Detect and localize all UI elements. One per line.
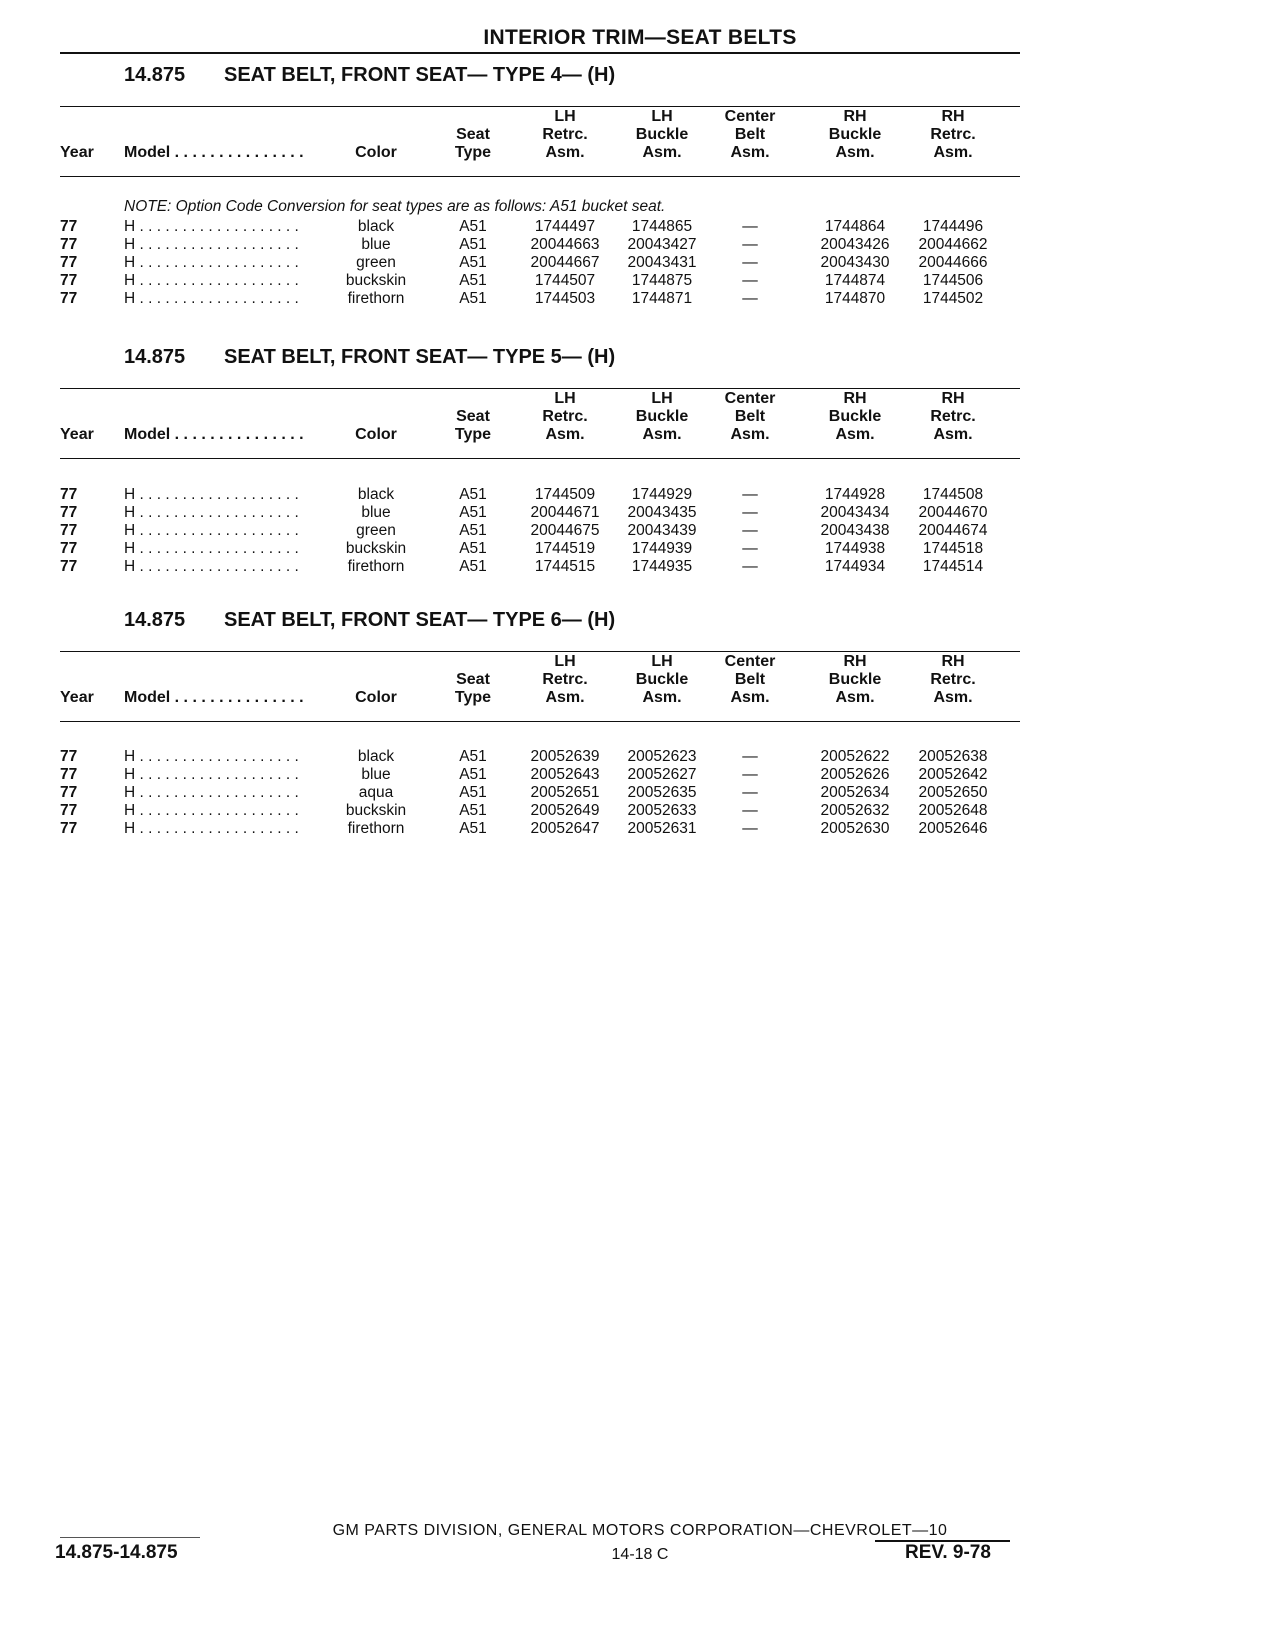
cell-rh-retrc: 1744514	[922, 558, 984, 575]
header-bottom-rule	[60, 458, 1020, 459]
cell-rh-buckle: 20043434	[820, 504, 890, 521]
cell-model: H . . . . . . . . . . . . . . . . . . .	[124, 218, 299, 235]
col-year: Year	[60, 144, 94, 161]
header-line: Asm.	[642, 426, 682, 443]
cell-year: 77	[60, 558, 78, 575]
cell-color: black	[357, 218, 395, 235]
header-line: LH	[554, 653, 576, 670]
cell-rh-buckle: 1744938	[824, 540, 886, 557]
cell-model: H . . . . . . . . . . . . . . . . . . .	[124, 802, 299, 819]
header-line: Seat	[456, 408, 490, 425]
cell-rh-buckle: 1744874	[824, 272, 886, 289]
header-line: Buckle	[635, 408, 689, 425]
col-rh-retrc	[903, 390, 1003, 444]
cell-year: 77	[60, 486, 78, 503]
cell-year: 77	[60, 802, 78, 819]
cell-model: H . . . . . . . . . . . . . . . . . . .	[124, 540, 299, 557]
table-row	[60, 784, 1020, 802]
table-row	[60, 272, 1020, 290]
header-line: Asm.	[730, 689, 770, 706]
cell-center: —	[742, 748, 758, 765]
cell-color: blue	[361, 504, 391, 521]
header-line: Buckle	[828, 408, 882, 425]
cell-color: firethorn	[347, 820, 405, 837]
cell-seat-type: A51	[459, 748, 487, 765]
cell-center: —	[742, 272, 758, 289]
header-line: Center	[724, 108, 776, 125]
cell-color: buckskin	[345, 802, 407, 819]
cell-center: —	[742, 236, 758, 253]
footer-division: GM PARTS DIVISION, GENERAL MOTORS CORPORATION—CHEVROLET—10	[332, 1522, 948, 1539]
cell-rh-buckle: 1744928	[824, 486, 886, 503]
cell-model: H . . . . . . . . . . . . . . . . . . .	[124, 236, 299, 253]
cell-rh-retrc: 20052638	[918, 748, 988, 765]
section-heading	[124, 609, 615, 632]
header-line: Asm.	[835, 689, 875, 706]
table-row	[60, 236, 1020, 254]
col-center-belt	[720, 653, 780, 707]
header-line: Belt	[734, 671, 766, 688]
col-rh-retrc	[903, 108, 1003, 162]
cell-rh-retrc: 20052648	[918, 802, 988, 819]
cell-model: H . . . . . . . . . . . . . . . . . . .	[124, 558, 299, 575]
cell-center: —	[742, 802, 758, 819]
header-line: Buckle	[828, 671, 882, 688]
cell-lh-buckle: 1744929	[631, 486, 693, 503]
header-line: Belt	[734, 408, 766, 425]
col-year: Year	[60, 689, 94, 706]
header-line: Retrc.	[930, 126, 976, 143]
cell-color: aqua	[358, 784, 394, 801]
section-type-6	[60, 609, 1020, 849]
cell-color: firethorn	[347, 558, 405, 575]
table-row	[60, 766, 1020, 784]
cell-lh-buckle: 1744875	[631, 272, 693, 289]
cell-model: H . . . . . . . . . . . . . . . . . . .	[124, 290, 299, 307]
header-bottom-rule	[60, 176, 1020, 177]
cell-rh-buckle: 1744934	[824, 558, 886, 575]
cell-lh-retrc: 20052639	[530, 748, 600, 765]
col-lh-buckle	[612, 653, 712, 707]
cell-lh-retrc: 1744507	[534, 272, 596, 289]
cell-lh-buckle: 1744865	[631, 218, 693, 235]
cell-model: H . . . . . . . . . . . . . . . . . . .	[124, 504, 299, 521]
cell-seat-type: A51	[459, 290, 487, 307]
cell-rh-retrc: 20044666	[918, 254, 988, 271]
cell-lh-buckle: 20052623	[627, 748, 697, 765]
cell-seat-type: A51	[459, 486, 487, 503]
cell-rh-retrc: 1744496	[922, 218, 984, 235]
header-top-rule	[60, 388, 1020, 389]
cell-model: H . . . . . . . . . . . . . . . . . . .	[124, 272, 299, 289]
cell-color: green	[356, 254, 396, 271]
header-line: RH	[941, 108, 965, 125]
cell-year: 77	[60, 254, 78, 271]
header-line: RH	[843, 390, 867, 407]
section-title: SEAT BELT, FRONT SEAT— TYPE 6— (H)	[224, 609, 616, 631]
section-title: SEAT BELT, FRONT SEAT— TYPE 5— (H)	[224, 346, 616, 368]
cell-center: —	[742, 558, 758, 575]
cell-color: blue	[361, 766, 391, 783]
title-rule	[60, 52, 1020, 54]
cell-rh-buckle: 1744870	[824, 290, 886, 307]
table-row	[60, 486, 1020, 504]
cell-model: H . . . . . . . . . . . . . . . . . . .	[124, 766, 299, 783]
col-color: Color	[355, 426, 397, 443]
header-top-rule	[60, 651, 1020, 652]
cell-color: black	[357, 748, 395, 765]
cell-year: 77	[60, 784, 78, 801]
cell-model: H . . . . . . . . . . . . . . . . . . .	[124, 522, 299, 539]
footer-revision: REV. 9-78	[905, 1542, 991, 1563]
cell-seat-type: A51	[459, 218, 487, 235]
cell-color: blue	[361, 236, 391, 253]
cell-lh-buckle: 1744939	[631, 540, 693, 557]
header-line: Asm.	[933, 426, 973, 443]
header-bottom-rule	[60, 721, 1020, 722]
cell-rh-buckle: 20052634	[820, 784, 890, 801]
cell-seat-type: A51	[459, 504, 487, 521]
col-rh-buckle	[805, 108, 905, 162]
cell-model: H . . . . . . . . . . . . . . . . . . .	[124, 820, 299, 837]
header-line: Asm.	[835, 144, 875, 161]
cell-rh-retrc: 1744508	[922, 486, 984, 503]
cell-rh-retrc: 20052646	[918, 820, 988, 837]
cell-year: 77	[60, 522, 78, 539]
header-line: RH	[941, 390, 965, 407]
cell-lh-retrc: 1744509	[534, 486, 596, 503]
header-line: LH	[554, 108, 576, 125]
header-line: Retrc.	[930, 408, 976, 425]
cell-center: —	[742, 766, 758, 783]
section-title: SEAT BELT, FRONT SEAT— TYPE 4— (H)	[224, 64, 616, 86]
cell-rh-retrc: 20052650	[918, 784, 988, 801]
header-line: Asm.	[933, 144, 973, 161]
table-row	[60, 218, 1020, 236]
col-model: Model . . . . . . . . . . . . . . .	[124, 689, 304, 706]
header-line: Asm.	[933, 689, 973, 706]
cell-color: firethorn	[347, 290, 405, 307]
header-line: Asm.	[730, 144, 770, 161]
cell-model: H . . . . . . . . . . . . . . . . . . .	[124, 748, 299, 765]
header-line: Buckle	[635, 671, 689, 688]
cell-lh-buckle: 1744935	[631, 558, 693, 575]
cell-lh-retrc: 1744503	[534, 290, 596, 307]
cell-model: H . . . . . . . . . . . . . . . . . . .	[124, 784, 299, 801]
cell-seat-type: A51	[459, 558, 487, 575]
col-lh-retrc	[515, 390, 615, 444]
cell-lh-buckle: 20052635	[627, 784, 697, 801]
col-center-belt	[720, 390, 780, 444]
section-heading	[124, 64, 615, 87]
header-line: Seat	[456, 126, 490, 143]
col-color: Color	[355, 689, 397, 706]
cell-rh-buckle: 20052632	[820, 802, 890, 819]
cell-center: —	[742, 522, 758, 539]
cell-model: H . . . . . . . . . . . . . . . . . . .	[124, 486, 299, 503]
cell-lh-retrc: 20044671	[530, 504, 600, 521]
header-line: LH	[554, 390, 576, 407]
section-number: 14.875	[124, 346, 186, 368]
cell-center: —	[742, 486, 758, 503]
table-row	[60, 748, 1020, 766]
header-line: Asm.	[545, 426, 585, 443]
cell-lh-buckle: 20052627	[627, 766, 697, 783]
header-line: Type	[454, 144, 492, 161]
table-row	[60, 254, 1020, 272]
cell-center: —	[742, 540, 758, 557]
header-line: LH	[651, 653, 673, 670]
col-lh-buckle	[612, 390, 712, 444]
cell-rh-buckle: 20043438	[820, 522, 890, 539]
cell-lh-retrc: 20052643	[530, 766, 600, 783]
cell-model: H . . . . . . . . . . . . . . . . . . .	[124, 254, 299, 271]
cell-seat-type: A51	[459, 820, 487, 837]
cell-year: 77	[60, 218, 78, 235]
cell-year: 77	[60, 820, 78, 837]
header-line: Asm.	[642, 689, 682, 706]
col-seat-type	[443, 671, 503, 707]
cell-seat-type: A51	[459, 802, 487, 819]
cell-center: —	[742, 504, 758, 521]
cell-rh-retrc: 1744506	[922, 272, 984, 289]
cell-rh-retrc: 1744518	[922, 540, 984, 557]
section-type-4	[60, 64, 1020, 324]
table-row	[60, 504, 1020, 522]
cell-year: 77	[60, 236, 78, 253]
cell-rh-retrc: 20052642	[918, 766, 988, 783]
cell-color: black	[357, 486, 395, 503]
cell-lh-buckle: 20052633	[627, 802, 697, 819]
cell-seat-type: A51	[459, 766, 487, 783]
header-line: Center	[724, 390, 776, 407]
col-seat-type	[443, 408, 503, 444]
header-line: Type	[454, 426, 492, 443]
cell-lh-retrc: 1744497	[534, 218, 596, 235]
cell-lh-retrc: 20044667	[530, 254, 600, 271]
cell-rh-buckle: 20052626	[820, 766, 890, 783]
cell-rh-buckle: 1744864	[824, 218, 886, 235]
cell-lh-retrc: 20052647	[530, 820, 600, 837]
section-heading	[124, 346, 615, 369]
table-row	[60, 290, 1020, 308]
section-number: 14.875	[124, 609, 186, 631]
header-line: Asm.	[730, 426, 770, 443]
header-line: Asm.	[545, 689, 585, 706]
cell-seat-type: A51	[459, 254, 487, 271]
col-rh-buckle	[805, 653, 905, 707]
cell-rh-retrc: 20044670	[918, 504, 988, 521]
cell-seat-type: A51	[459, 522, 487, 539]
header-line: Seat	[456, 671, 490, 688]
cell-rh-buckle: 20052622	[820, 748, 890, 765]
cell-lh-retrc: 20044675	[530, 522, 600, 539]
header-line: Asm.	[545, 144, 585, 161]
cell-rh-retrc: 20044662	[918, 236, 988, 253]
col-year: Year	[60, 426, 94, 443]
option-code-note: NOTE: Option Code Conversion for seat types are as follows: A51 bucket seat.	[124, 198, 666, 215]
header-line: Asm.	[835, 426, 875, 443]
cell-seat-type: A51	[459, 784, 487, 801]
header-line: Center	[724, 653, 776, 670]
page-title: INTERIOR TRIM—SEAT BELTS	[483, 26, 797, 49]
col-lh-retrc	[515, 653, 615, 707]
cell-color: green	[356, 522, 396, 539]
header-line: LH	[651, 390, 673, 407]
table-row	[60, 558, 1020, 576]
col-model: Model . . . . . . . . . . . . . . .	[124, 144, 304, 161]
header-line: Retrc.	[542, 408, 588, 425]
header-top-rule	[60, 106, 1020, 107]
cell-rh-buckle: 20043426	[820, 236, 890, 253]
header-line: Asm.	[642, 144, 682, 161]
header-line: RH	[941, 653, 965, 670]
cell-lh-buckle: 20043435	[627, 504, 697, 521]
cell-seat-type: A51	[459, 236, 487, 253]
table-row	[60, 522, 1020, 540]
cell-rh-retrc: 20044674	[918, 522, 988, 539]
col-seat-type	[443, 126, 503, 162]
cell-seat-type: A51	[459, 540, 487, 557]
cell-lh-retrc: 1744515	[534, 558, 596, 575]
cell-center: —	[742, 784, 758, 801]
section-number: 14.875	[124, 64, 186, 86]
cell-center: —	[742, 218, 758, 235]
header-line: Retrc.	[542, 126, 588, 143]
cell-year: 77	[60, 748, 78, 765]
cell-rh-buckle: 20043430	[820, 254, 890, 271]
cell-lh-retrc: 1744519	[534, 540, 596, 557]
cell-lh-buckle: 20043427	[627, 236, 697, 253]
cell-center: —	[742, 820, 758, 837]
cell-lh-retrc: 20052651	[530, 784, 600, 801]
header-line: Retrc.	[930, 671, 976, 688]
cell-year: 77	[60, 504, 78, 521]
table-row	[60, 802, 1020, 820]
header-line: Type	[454, 689, 492, 706]
header-line: Buckle	[828, 126, 882, 143]
footer-range: 14.875-14.875	[55, 1542, 178, 1563]
cell-lh-retrc: 20052649	[530, 802, 600, 819]
header-line: RH	[843, 108, 867, 125]
footer-page-number: 14-18 C	[611, 1546, 669, 1563]
col-rh-buckle	[805, 390, 905, 444]
cell-lh-buckle: 20052631	[627, 820, 697, 837]
cell-rh-buckle: 20052630	[820, 820, 890, 837]
col-lh-retrc	[515, 108, 615, 162]
header-line: RH	[843, 653, 867, 670]
cell-lh-buckle: 1744871	[631, 290, 693, 307]
header-line: Buckle	[635, 126, 689, 143]
header-line: Retrc.	[542, 671, 588, 688]
header-line: LH	[651, 108, 673, 125]
cell-lh-buckle: 20043431	[627, 254, 697, 271]
header-line: Belt	[734, 126, 766, 143]
col-color: Color	[355, 144, 397, 161]
col-lh-buckle	[612, 108, 712, 162]
cell-color: buckskin	[345, 540, 407, 557]
col-rh-retrc	[903, 653, 1003, 707]
cell-color: buckskin	[345, 272, 407, 289]
cell-center: —	[742, 254, 758, 271]
cell-lh-retrc: 20044663	[530, 236, 600, 253]
table-row	[60, 820, 1020, 838]
cell-rh-retrc: 1744502	[922, 290, 984, 307]
section-type-5	[60, 346, 1020, 586]
cell-seat-type: A51	[459, 272, 487, 289]
cell-year: 77	[60, 540, 78, 557]
cell-year: 77	[60, 766, 78, 783]
cell-year: 77	[60, 290, 78, 307]
cell-lh-buckle: 20043439	[627, 522, 697, 539]
table-row	[60, 540, 1020, 558]
cell-center: —	[742, 290, 758, 307]
col-center-belt	[720, 108, 780, 162]
col-model: Model . . . . . . . . . . . . . . .	[124, 426, 304, 443]
cell-year: 77	[60, 272, 78, 289]
